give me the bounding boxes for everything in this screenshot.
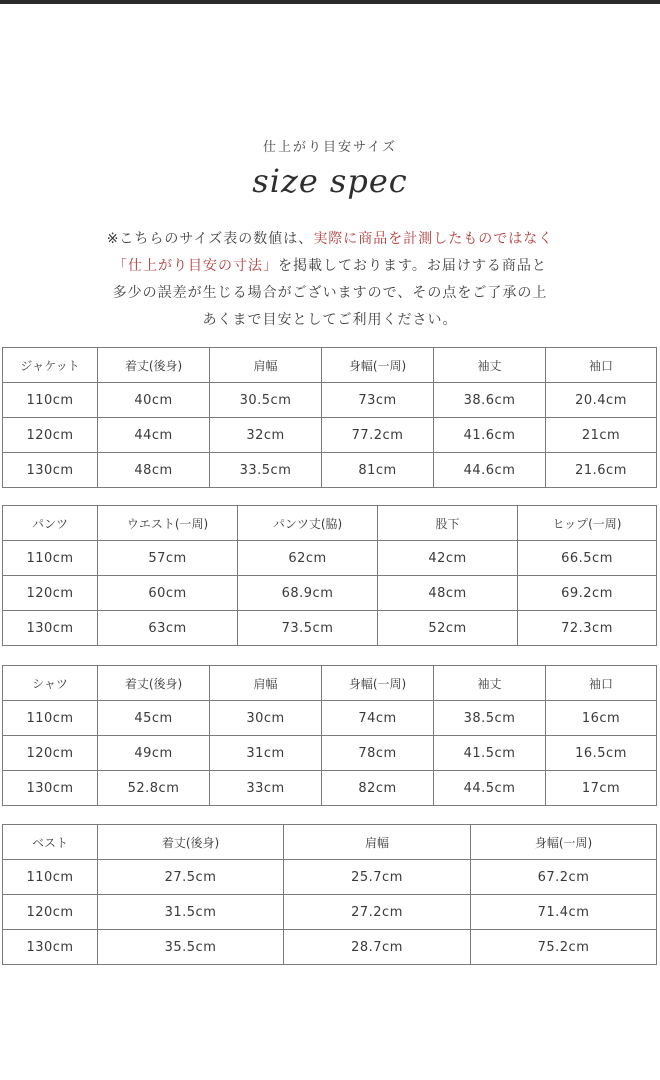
header-cell: 袖丈 [434,666,546,701]
table-cell: 20.4cm [546,383,657,418]
table-cell: 78cm [322,736,434,771]
table-cell: 57cm [98,541,238,576]
header-cell: 着丈(後身) [98,825,284,860]
table-cell: 52cm [378,611,518,646]
table-cell: 73.5cm [238,611,378,646]
table-cell: 25.7cm [284,860,471,895]
table-cell: 44.6cm [434,453,546,488]
table-cell: 44.5cm [434,771,546,806]
table-row [3,453,657,488]
table-cell: 120cm [3,895,98,930]
header-cell: ジャケット [3,348,98,383]
table-cell: 62cm [238,541,378,576]
table-row [3,418,657,453]
table-cell: 66.5cm [518,541,657,576]
intro-line-2-a: 「仕上がり目安の寸法」 [113,258,279,274]
table-cell: 73cm [322,383,434,418]
table-cell: 110cm [3,860,98,895]
table-cell: 16.5cm [546,736,657,771]
table-cell: 60cm [98,576,238,611]
intro-line-1 [0,226,660,253]
table-row [3,930,657,965]
pants-size-table [2,505,657,646]
table-cell: 28.7cm [284,930,471,965]
table-row [3,611,657,646]
table-cell: 77.2cm [322,418,434,453]
table-cell: 38.6cm [434,383,546,418]
table-row [3,736,657,771]
table-header-row [3,506,657,541]
table-row [3,576,657,611]
table-row [3,383,657,418]
table-row [3,541,657,576]
table-cell: 27.5cm [98,860,284,895]
table-cell: 130cm [3,611,98,646]
table-cell: 42cm [378,541,518,576]
table-cell: 21cm [546,418,657,453]
jacket-size-table [2,347,657,488]
header-cell: 身幅(一周) [322,348,434,383]
table-cell: 120cm [3,736,98,771]
header-cell: ウエスト(一周) [98,506,238,541]
table-cell: 38.5cm [434,701,546,736]
table-cell: 33cm [210,771,322,806]
header-cell: 袖口 [546,666,657,701]
table-header-row [3,348,657,383]
table-cell: 110cm [3,701,98,736]
header-cell: 袖丈 [434,348,546,383]
table-cell: 69.2cm [518,576,657,611]
table-cell: 32cm [210,418,322,453]
table-cell: 35.5cm [98,930,284,965]
table-cell: 33.5cm [210,453,322,488]
page-title: size spec [252,162,408,200]
table-cell: 67.2cm [471,860,657,895]
table-cell: 68.9cm [238,576,378,611]
header-cell: ヒップ(一周) [518,506,657,541]
intro-notice [0,226,660,334]
header-cell: 身幅(一周) [322,666,434,701]
table-cell: 44cm [98,418,210,453]
table-cell: 31cm [210,736,322,771]
intro-line-2 [0,253,660,280]
table-header-row [3,825,657,860]
table-cell: 17cm [546,771,657,806]
table-cell: 16cm [546,701,657,736]
intro-line-2-b: を掲載しております。お届けする商品と [278,258,547,274]
header-cell: 着丈(後身) [98,666,210,701]
table-cell: 41.6cm [434,418,546,453]
header-cell: パンツ [3,506,98,541]
table-cell: 40cm [98,383,210,418]
header-cell: 肩幅 [284,825,471,860]
header-cell: ベスト [3,825,98,860]
table-cell: 49cm [98,736,210,771]
header-cell: 袖口 [546,348,657,383]
table-cell: 21.6cm [546,453,657,488]
table-cell: 48cm [98,453,210,488]
shirt-size-table [2,665,657,806]
table-header-row [3,666,657,701]
table-cell: 81cm [322,453,434,488]
table-row [3,701,657,736]
table-cell: 72.3cm [518,611,657,646]
table-cell: 75.2cm [471,930,657,965]
page-subtitle: 仕上がり目安サイズ [263,140,397,155]
table-cell: 74cm [322,701,434,736]
table-cell: 63cm [98,611,238,646]
table-cell: 110cm [3,383,98,418]
intro-line-3: 多少の誤差が生じる場合がございますので、その点をご了承の上 [112,285,548,301]
vest-size-table [2,824,657,965]
table-cell: 30.5cm [210,383,322,418]
table-cell: 82cm [322,771,434,806]
table-cell: 130cm [3,453,98,488]
table-cell: 130cm [3,930,98,965]
intro-line-4: あくまで目安としてご利用ください。 [202,312,458,328]
intro-line-1-b: 実際に商品を計測したものではなく [313,231,554,247]
header-cell: 肩幅 [210,348,322,383]
header-cell: シャツ [3,666,98,701]
table-row [3,771,657,806]
table-cell: 45cm [98,701,210,736]
header-cell: 着丈(後身) [98,348,210,383]
table-cell: 130cm [3,771,98,806]
table-cell: 120cm [3,418,98,453]
table-cell: 31.5cm [98,895,284,930]
table-cell: 48cm [378,576,518,611]
table-cell: 52.8cm [98,771,210,806]
table-row [3,895,657,930]
table-row [3,860,657,895]
top-bar [0,0,660,4]
table-cell: 41.5cm [434,736,546,771]
header-cell: パンツ丈(脇) [238,506,378,541]
table-cell: 71.4cm [471,895,657,930]
header-cell: 身幅(一周) [471,825,657,860]
header-cell: 肩幅 [210,666,322,701]
table-cell: 110cm [3,541,98,576]
table-cell: 27.2cm [284,895,471,930]
intro-line-1-a: ※こちらのサイズ表の数値は、 [106,231,314,247]
header-cell: 股下 [378,506,518,541]
table-cell: 120cm [3,576,98,611]
table-cell: 30cm [210,701,322,736]
